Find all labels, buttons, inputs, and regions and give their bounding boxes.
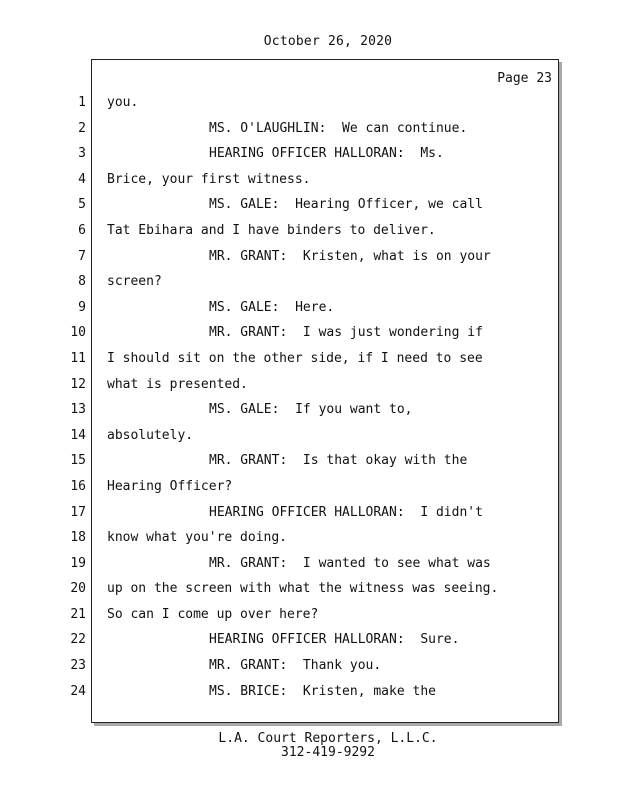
line-text: what is presented.	[107, 376, 248, 392]
line-text: MR. GRANT: I wanted to see what was	[209, 555, 491, 571]
header-date: October 26, 2020	[263, 34, 393, 49]
transcript-line	[0, 602, 618, 628]
line-text: HEARING OFFICER HALLORAN: Sure.	[209, 632, 460, 648]
line-text: MS. O'LAUGHLIN: We can continue.	[209, 120, 468, 136]
line-text: HEARING OFFICER HALLORAN: Ms.	[209, 146, 444, 162]
transcript-line	[0, 90, 618, 116]
transcript-line	[0, 627, 618, 653]
line-text: I should sit on the other side, if I need to see	[107, 350, 483, 366]
transcript-line	[0, 141, 618, 167]
line-text: up on the screen with what the witness was seeing.	[107, 581, 499, 597]
transcript-line	[0, 525, 618, 551]
footer-phone: 312-419-9292	[281, 745, 375, 760]
line-text: MR. GRANT: Kristen, what is on your	[209, 248, 491, 264]
line-text: screen?	[107, 274, 162, 290]
line-number: 12	[70, 376, 86, 392]
transcript-line	[0, 218, 618, 244]
transcript-line	[0, 295, 618, 321]
line-text: MS. BRICE: Kristen, make the	[209, 683, 436, 699]
line-number: 1	[78, 95, 86, 110]
transcript-line	[0, 397, 618, 423]
transcript-line	[0, 269, 618, 295]
line-text: MR. GRANT: I was just wondering if	[209, 325, 483, 341]
line-text: MS. GALE: Here.	[209, 299, 335, 315]
line-number: 11	[70, 350, 86, 366]
line-text: know what you're doing.	[107, 530, 288, 546]
transcript-line	[0, 346, 618, 372]
line-text: you.	[107, 95, 139, 110]
line-text: HEARING OFFICER HALLORAN: I didn't	[209, 504, 483, 520]
line-number: 20	[70, 581, 86, 597]
line-text: MR. GRANT: Is that okay with the	[209, 453, 468, 469]
transcript-line	[0, 576, 618, 602]
line-text: absolutely.	[107, 427, 194, 443]
transcript-line	[0, 474, 618, 500]
transcript-line	[0, 423, 618, 449]
line-text: So can I come up over here?	[107, 606, 319, 622]
line-number: 15	[70, 453, 86, 469]
line-number: 14	[70, 427, 86, 443]
line-number: 8	[78, 274, 86, 290]
line-number: 19	[70, 555, 86, 571]
line-number: 17	[70, 504, 86, 520]
line-number: 13	[70, 402, 86, 418]
line-number: 2	[78, 120, 86, 136]
line-text: MS. GALE: If you want to,	[209, 402, 413, 418]
line-number: 7	[78, 248, 86, 264]
line-text: MR. GRANT: Thank you.	[209, 658, 382, 674]
footer-company: L.A. Court Reporters, L.L.C.	[218, 731, 438, 746]
line-text: Tat Ebihara and I have binders to deliver.	[107, 222, 436, 238]
transcript-line	[0, 448, 618, 474]
transcript-line	[0, 679, 618, 705]
line-number: 21	[70, 606, 86, 622]
line-number: 9	[78, 299, 86, 315]
line-number: 22	[70, 632, 86, 648]
line-number: 3	[78, 146, 86, 162]
footer	[0, 732, 618, 760]
line-number: 5	[78, 197, 86, 213]
transcript-line	[0, 551, 618, 577]
line-number: 10	[70, 325, 86, 341]
line-number: 18	[70, 530, 86, 546]
transcript-line	[0, 372, 618, 398]
transcript-lines	[0, 90, 618, 704]
transcript-line	[0, 320, 618, 346]
transcript-line	[0, 244, 618, 270]
transcript-line	[0, 116, 618, 142]
line-text: MS. GALE: Hearing Officer, we call	[209, 197, 483, 213]
line-number: 24	[70, 683, 86, 699]
line-number: 6	[78, 222, 86, 238]
transcript-line	[0, 500, 618, 526]
transcript-line	[0, 192, 618, 218]
line-text: Brice, your first witness.	[107, 171, 311, 187]
transcript-line	[0, 653, 618, 679]
page-number: Page 23	[497, 71, 552, 86]
transcript-line	[0, 167, 618, 193]
line-number: 16	[70, 478, 86, 494]
line-number: 4	[78, 171, 86, 187]
line-number: 23	[70, 658, 86, 674]
line-text: Hearing Officer?	[107, 478, 233, 494]
